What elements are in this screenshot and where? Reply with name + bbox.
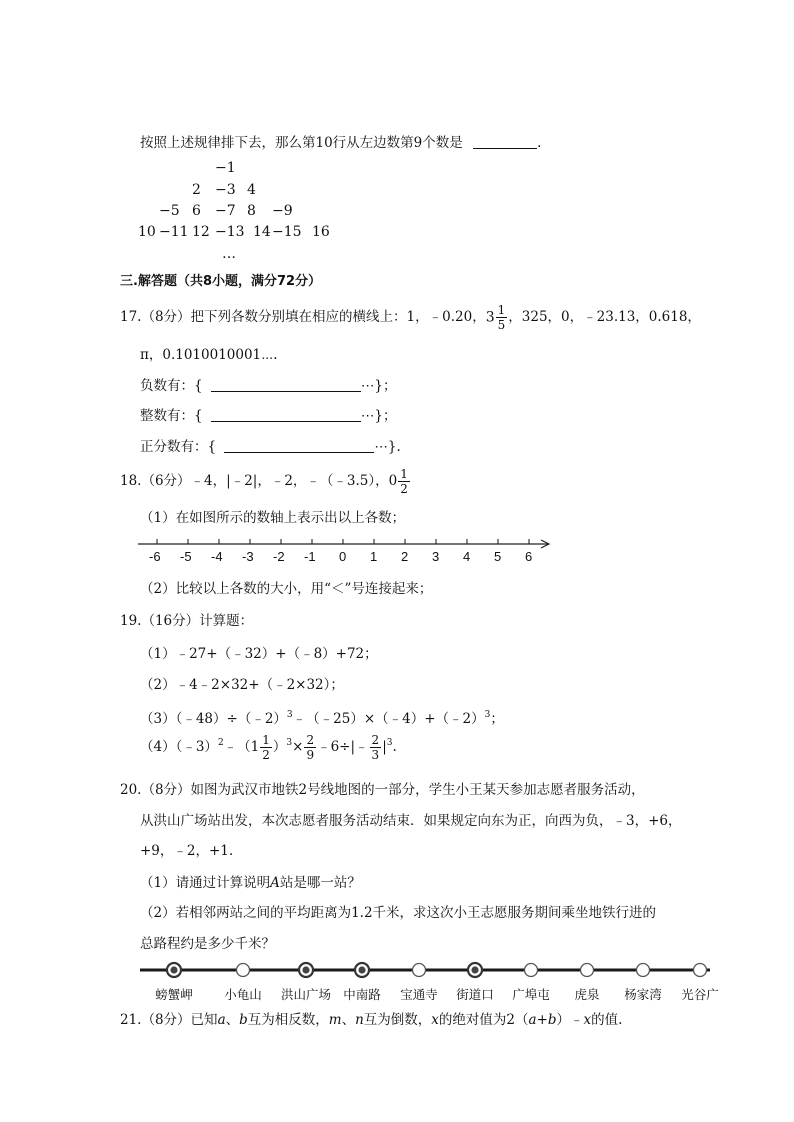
triangle-cell: 6	[192, 203, 201, 219]
q18-prefix: 18.（6分）﹣4，|﹣2|，﹣2，﹣（﹣3.5），0	[120, 473, 398, 489]
expr-text: 站是哪一站？	[279, 875, 361, 891]
variable: n	[355, 1012, 364, 1028]
station-marker	[237, 964, 250, 977]
numerator: 1	[400, 467, 408, 481]
set-end: ⋯}.	[374, 439, 401, 455]
expr-text: +	[536, 1012, 548, 1028]
numerator: 2	[306, 733, 315, 747]
station-marker	[581, 964, 594, 977]
set-label: 正分数有：{	[140, 439, 217, 455]
triangle-cell: −5	[159, 203, 180, 219]
denominator: 3	[371, 748, 380, 762]
numerator: 1	[262, 733, 270, 747]
expr-text: 、	[225, 1012, 240, 1028]
transfer-station-core	[302, 966, 309, 973]
set-end: ⋯}；	[360, 408, 397, 424]
number-line-tick-label: -5	[180, 549, 192, 564]
expr-text: .	[392, 739, 397, 755]
metro-line-map	[0, 955, 794, 1005]
station-marker	[413, 964, 426, 977]
number-line-tick-label: 0	[339, 549, 347, 564]
number-line-tick-label: -6	[149, 549, 161, 564]
number-line-tick-label: -1	[304, 549, 316, 564]
variable: b	[239, 1012, 248, 1028]
expr-text: 的值.	[591, 1012, 623, 1028]
station-name: 螃蟹岬	[155, 987, 193, 1002]
q17-set-integer	[140, 407, 396, 425]
station-marker	[637, 964, 650, 977]
q18-part1: （1）在如图所示的数轴上表示出以上各数；	[140, 510, 406, 526]
fraction	[398, 468, 410, 495]
q17-suffix: ，325，0，﹣23.13，0.618，	[508, 309, 701, 325]
triangle-cell: −13	[215, 224, 245, 240]
number-line-tick-label: 6	[525, 549, 533, 564]
q20-line1: 20.（8分）如图为武汉市地铁2号线地图的一部分，学生小王某天参加志愿者服务活动，	[120, 782, 645, 798]
exponent: 3	[484, 710, 491, 720]
positive-fraction-answer-blank[interactable]	[224, 439, 374, 453]
expr-text: ；	[490, 711, 504, 727]
expr-text: 互为倒数，	[363, 1012, 432, 1028]
q19-part3	[140, 706, 504, 728]
numerator: 1	[497, 303, 506, 317]
transfer-station-core	[358, 966, 365, 973]
expr-text: ﹣6÷|﹣	[317, 739, 369, 755]
q19-title: 19.（16分）计算题：	[120, 613, 254, 629]
q17-prefix: 17.（8分）把下列各数分别填在相应的横线上：1，﹣0.20，	[120, 309, 486, 325]
denominator: 9	[306, 748, 315, 762]
q20-part2-line2: 总路程约是多少千米？	[140, 936, 275, 952]
q21-line	[120, 1011, 622, 1029]
station-name: 洪山广场	[281, 987, 332, 1002]
triangle-cell: 10	[138, 224, 156, 240]
variable: x	[431, 1012, 439, 1028]
q17-line1	[120, 304, 701, 331]
fraction	[260, 734, 272, 761]
q16-text: 按照上述规律排下去，那么第10行从左边数第9个数是	[140, 135, 463, 151]
q19-part2: （2）﹣4﹣2×32+（﹣2×32）；	[140, 677, 344, 693]
q20-part2-line1: （2）若相邻两站之间的平均距离为1.2千米，求这次小王志愿服务期间乘坐地铁行进的	[140, 905, 657, 921]
triangle-cell: 16	[312, 224, 330, 240]
triangle-cell: 2	[192, 182, 201, 198]
fraction	[496, 304, 508, 331]
set-label: 整数有：{	[140, 408, 203, 424]
transfer-station-core	[170, 966, 177, 973]
triangle-cell: 8	[247, 203, 256, 219]
q19-part4	[140, 734, 397, 761]
denominator: 5	[497, 318, 506, 332]
triangle-cell: −3	[215, 182, 236, 198]
q18-line	[120, 468, 411, 495]
q17-set-positive-fraction	[140, 438, 401, 456]
section-heading: 三.解答题（共8小题，满分72分）	[120, 274, 322, 289]
number-line-tick-label: -3	[242, 549, 254, 564]
variable: a	[528, 1012, 537, 1028]
expr-text: （4）（﹣3）	[140, 739, 218, 755]
station-name: 宝通寺	[400, 987, 438, 1002]
metro-track	[0, 955, 794, 985]
integer-answer-blank[interactable]	[211, 408, 361, 422]
fraction	[370, 734, 382, 761]
q20-part1	[140, 874, 361, 892]
q18-part2: （2）比较以上各数的大小，用“＜”号连接起来；	[140, 581, 433, 597]
expr-text: 的绝对值为2（	[438, 1012, 529, 1028]
number-triangle	[0, 0, 794, 270]
expr-text: |	[382, 739, 387, 755]
q19-part1: （1）﹣27+（﹣32）+（﹣8）+72；	[140, 646, 378, 662]
q16-end: .	[537, 135, 542, 151]
fraction	[304, 734, 316, 761]
expr-text: 互为相反数，	[247, 1012, 329, 1028]
mixed-number-whole: 3	[485, 309, 495, 326]
expr-text: ﹣（﹣25）×（﹣4）+（﹣2）	[292, 711, 485, 727]
number-line-tick-label: 1	[370, 549, 378, 564]
set-label: 负数有：{	[140, 378, 203, 394]
q17-set-negative	[140, 377, 396, 395]
exponent: 2	[217, 738, 224, 748]
exponent: 3	[286, 710, 293, 720]
station-name: 虎泉	[574, 987, 600, 1002]
q20-line2: 从洪山广场站出发，本次志愿者服务活动结束．如果规定向东为正，向西为负，﹣3，+6，	[140, 813, 682, 829]
number-line-tick-label: 3	[432, 549, 440, 564]
triangle-ellipsis: …	[222, 246, 236, 262]
station-name: 光谷广	[681, 987, 719, 1002]
variable: b	[547, 1012, 557, 1028]
triangle-cell: −9	[272, 203, 293, 219]
expr-text: ﹣（1	[223, 739, 260, 755]
numerator: 2	[371, 733, 380, 747]
negative-answer-blank[interactable]	[211, 378, 361, 392]
denominator: 2	[400, 482, 408, 496]
triangle-cell: −7	[215, 203, 236, 219]
number-line-tick-label: -4	[211, 549, 223, 564]
expr-text: （3）（﹣48）÷（﹣2）	[140, 711, 287, 727]
variable: A	[270, 875, 280, 891]
triangle-cell: 14	[253, 224, 271, 240]
transfer-station-core	[471, 966, 478, 973]
expr-text: （1）请通过计算说明	[140, 875, 271, 891]
triangle-cell: 4	[247, 182, 256, 198]
number-line-tick-label: 2	[401, 549, 409, 564]
triangle-cell: −1	[215, 160, 236, 176]
station-marker	[525, 964, 538, 977]
expr-text: 、	[341, 1012, 356, 1028]
station-name: 中南路	[343, 987, 381, 1002]
station-name: 杨家湾	[624, 987, 662, 1002]
variable: m	[328, 1012, 342, 1028]
number-line-tick-label: 5	[494, 549, 502, 564]
triangle-cell: 12	[192, 224, 210, 240]
station-name: 小龟山	[224, 987, 262, 1002]
set-end: ⋯}；	[360, 378, 397, 394]
expr-text: ）﹣	[556, 1012, 584, 1028]
denominator: 2	[262, 748, 270, 762]
triangle-cell: −11	[159, 224, 189, 240]
expr-text: ）	[272, 739, 287, 755]
number-line-tick-label: -2	[273, 549, 285, 564]
station-name: 街道口	[456, 987, 494, 1002]
exponent: 3	[286, 738, 293, 748]
q20-line3: +9，﹣2，+1.	[140, 843, 234, 859]
number-line-tick-label: 4	[463, 549, 471, 564]
expr-text: ×	[292, 739, 304, 755]
variable: a	[217, 1012, 226, 1028]
station-marker	[694, 964, 707, 977]
triangle-cell: −15	[272, 224, 302, 240]
variable: x	[583, 1012, 592, 1028]
expr-text: 21.（8分）已知	[120, 1012, 218, 1028]
q17-line2: π，0.1010010001⋯.	[140, 347, 278, 363]
exponent: 3	[386, 738, 393, 748]
station-name: 广埠屯	[512, 987, 550, 1002]
